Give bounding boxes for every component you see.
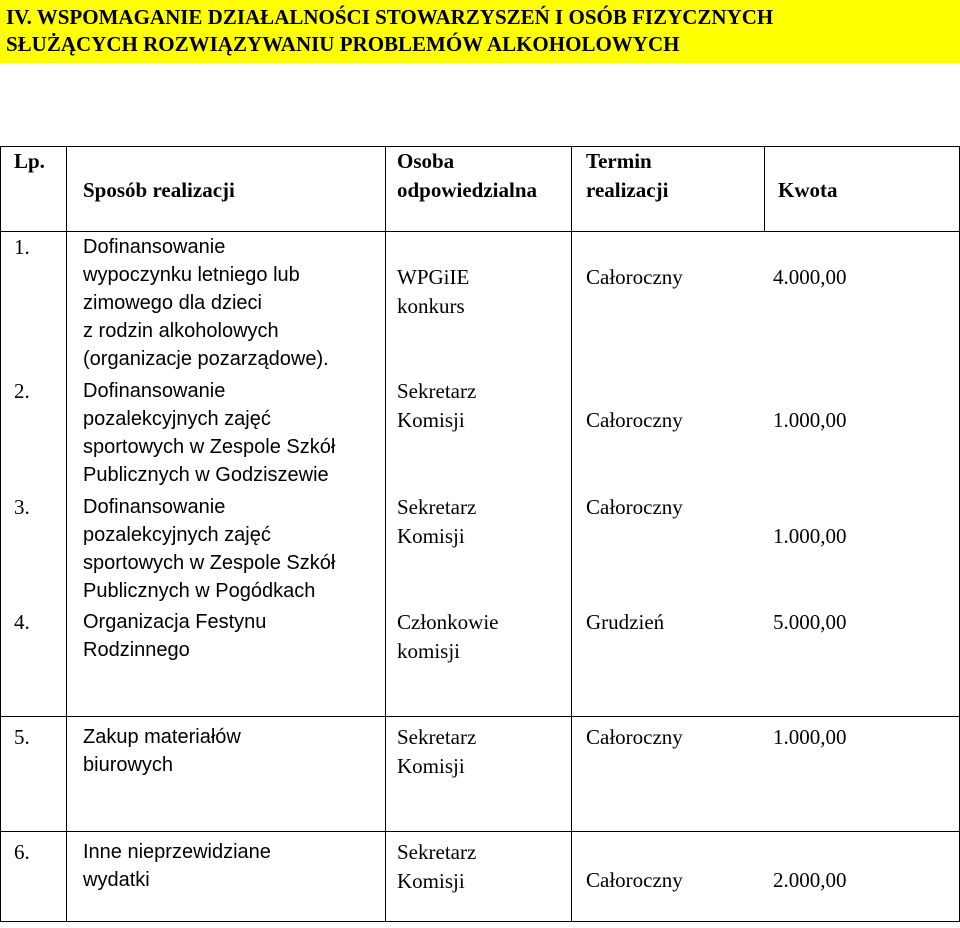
row-lp: 4. bbox=[14, 610, 30, 634]
header-osoba: Osoba odpowiedzialna bbox=[397, 149, 538, 202]
section-title-line1: IV. WSPOMAGANIE DZIAŁALNOŚCI STOWARZYSZEŃ I OSÓB FIZYCZNYCH bbox=[6, 5, 774, 29]
header-separator bbox=[0, 231, 960, 232]
row-osoba: WPGiIE konkurs bbox=[397, 265, 470, 318]
row-kwota: 2.000,00 bbox=[773, 868, 847, 892]
row-osoba: Sekretarz Komisji bbox=[397, 840, 477, 893]
section-title-line2: SŁUŻĄCYCH ROZWIĄZYWANIU PROBLEMÓW ALKOHOLOWYCH bbox=[6, 32, 680, 56]
row-kwota: 5.000,00 bbox=[773, 610, 847, 634]
row-termin: Całoroczny bbox=[586, 495, 683, 519]
col-divider-termin bbox=[764, 146, 765, 231]
row-kwota: 1.000,00 bbox=[773, 524, 847, 548]
row-lp: 5. bbox=[14, 725, 30, 749]
row-osoba: Sekretarz Komisji bbox=[397, 725, 477, 778]
row-sposob: Inne nieprzewidziane wydatki bbox=[83, 841, 271, 891]
row-termin: Całoroczny bbox=[586, 725, 683, 749]
col-divider-osoba bbox=[571, 146, 572, 922]
row-sposob: Zakup materiałów biurowych bbox=[83, 726, 241, 776]
col-divider-sposob bbox=[385, 146, 386, 922]
col-divider-lp bbox=[66, 146, 67, 922]
row-kwota: 4.000,00 bbox=[773, 265, 847, 289]
row-sposob: Dofinansowanie pozalekcyjnych zajęć sportowych w Zespole Szkół Publicznych w Godziszewie bbox=[83, 380, 336, 486]
header-kwota: Kwota bbox=[778, 178, 838, 202]
row-lp: 3. bbox=[14, 495, 30, 519]
row-separator-6 bbox=[0, 831, 960, 832]
header-sposob: Sposób realizacji bbox=[83, 178, 235, 202]
row-osoba: Sekretarz Komisji bbox=[397, 495, 477, 548]
row-sposob: Organizacja Festynu Rodzinnego bbox=[83, 611, 267, 661]
table-border-left bbox=[0, 146, 1, 922]
row-termin: Całoroczny bbox=[586, 868, 683, 892]
row-kwota: 1.000,00 bbox=[773, 408, 847, 432]
row-separator-5 bbox=[0, 716, 960, 717]
header-termin: Termin realizacji bbox=[586, 149, 669, 202]
row-termin: Całoroczny bbox=[586, 265, 683, 289]
row-kwota: 1.000,00 bbox=[773, 725, 847, 749]
section-title bbox=[0, 0, 960, 63]
row-lp: 1. bbox=[14, 235, 30, 259]
row-osoba: Członkowie komisji bbox=[397, 610, 499, 663]
row-sposob: Dofinansowanie pozalekcyjnych zajęć sportowych w Zespole Szkół Publicznych w Pogódkach bbox=[83, 496, 336, 602]
row-lp: 6. bbox=[14, 840, 30, 864]
row-termin: Grudzień bbox=[586, 610, 665, 634]
row-termin: Całoroczny bbox=[586, 408, 683, 432]
row-osoba: Sekretarz Komisji bbox=[397, 379, 477, 432]
row-lp: 2. bbox=[14, 379, 30, 403]
row-sposob: Dofinansowanie wypoczynku letniego lub zimowego dla dzieci z rodzin alkoholowych (organizacje pozarządowe). bbox=[83, 236, 329, 370]
table-border-bottom bbox=[0, 921, 960, 922]
header-lp: Lp. bbox=[14, 149, 45, 173]
